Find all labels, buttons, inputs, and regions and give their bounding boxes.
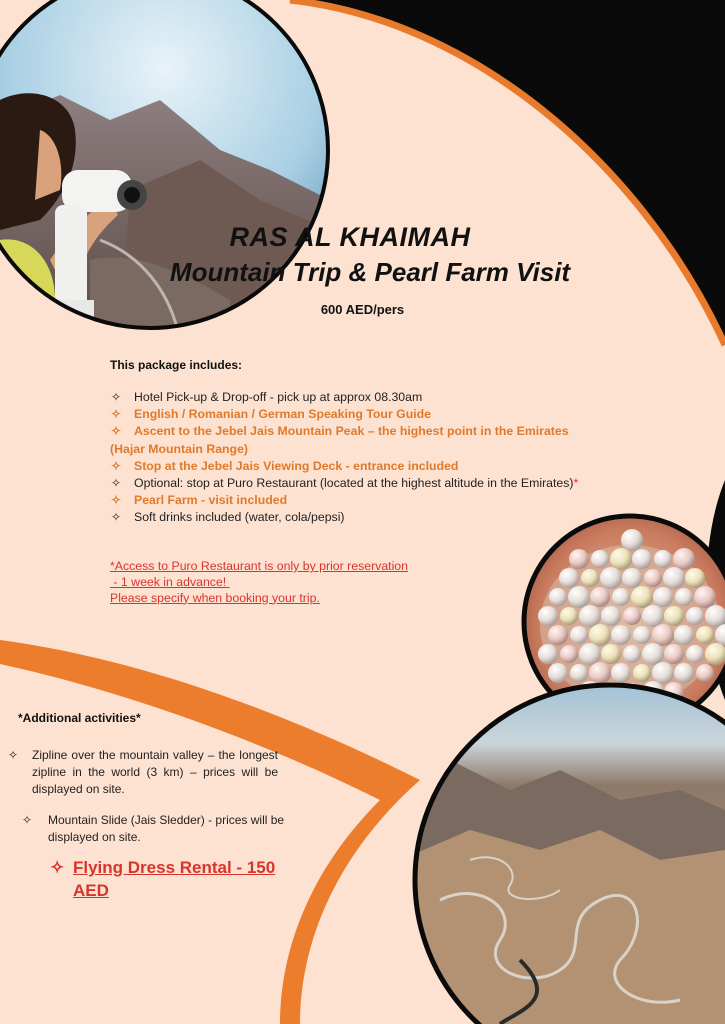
pearl-shape [633, 664, 651, 682]
sparkle-bullet-icon: ✧ [110, 476, 122, 491]
package-item [110, 475, 600, 492]
pearl-shape [591, 550, 609, 568]
sparkle-bullet-icon: ✧ [110, 390, 122, 404]
pearl-shape [601, 606, 621, 626]
package-item [110, 509, 600, 526]
package-item-text: Hotel Pick-up & Drop-off - pick up at approx 08.30am [134, 390, 423, 404]
package-item-text: Stop at the Jebel Jais Viewing Deck - entrance included [134, 458, 459, 473]
additional-item-text: Mountain Slide (Jais Sledder) - prices will be displayed on site. [48, 813, 285, 844]
pearl-shape [632, 549, 652, 569]
mountain-road-photo [400, 680, 725, 1024]
additional-item-text: Zipline over the mountain valley – the longest zipline in the world (3 km) – prices will be displayed on site. [32, 748, 278, 796]
additional-item-flying-dress [50, 856, 300, 902]
sparkle-bullet-icon: ✧ [110, 510, 122, 525]
package-item-text: Soft drinks included (water, cola/pepsi) [134, 510, 345, 525]
pearl-shape [612, 588, 630, 606]
package-list [110, 389, 600, 527]
note-line-1: *Access to Puro Restaurant is only by prior reservation [110, 559, 408, 573]
pearl-shape [581, 569, 599, 587]
pearl-shape [674, 625, 694, 645]
pearl-shape [663, 567, 685, 589]
pearl-shape [570, 626, 588, 644]
sparkle-bullet-icon: ✧ [110, 493, 122, 508]
title-line-1: RAS AL KHAIMAH [229, 222, 471, 252]
pearl-shape [610, 548, 632, 570]
sparkle-bullet-icon: ✧ [110, 407, 122, 422]
pearl-shape [674, 663, 694, 683]
pearl-shape [548, 663, 568, 683]
sparkle-bullet-icon: ✧ [110, 458, 122, 473]
pearl-shape [589, 662, 611, 684]
additional-item-text: Flying Dress Rental - 150 AED [73, 858, 276, 900]
pearl-shape [589, 624, 611, 646]
package-item-text: Ascent to the Jebel Jais Mountain Peak – the highest point in the Emirates (Hajar Mountain Range) [110, 424, 569, 456]
sparkle-bullet-icon: ✧ [110, 424, 122, 439]
pearl-shape [559, 568, 579, 588]
package-item [110, 423, 600, 457]
sparkle-bullet-icon: ✧ [8, 748, 19, 762]
pearl-shape [623, 645, 641, 663]
pearl-shape [560, 607, 578, 625]
pearl-shape [642, 605, 664, 627]
pearl-shape [569, 549, 589, 569]
pearl-shape [631, 586, 653, 608]
package-item-text: Pearl Farm - visit included [134, 493, 288, 508]
pearl-shape [548, 625, 568, 645]
pearl-shape [654, 550, 672, 568]
note-line-2: - 1 week in advance! [110, 574, 230, 589]
package-item [110, 389, 600, 406]
pearl-shape [579, 643, 601, 665]
woman-at-binoculars-photo [0, 0, 330, 340]
package-heading: This package includes: [110, 358, 243, 372]
additional-heading: *Additional activities* [18, 711, 141, 725]
pearl-shape [696, 626, 714, 644]
pearl-shape [673, 548, 695, 570]
pearl-shape [570, 664, 588, 682]
pearl-shape [621, 529, 643, 551]
pearl-shape [664, 606, 684, 626]
asterisk-mark: * [573, 476, 579, 491]
pearl-shape [611, 663, 631, 683]
pearl-shape [685, 568, 705, 588]
price: 600 AED/pers [320, 302, 405, 317]
pearl-shape [652, 662, 674, 684]
pearl-shape [696, 664, 714, 682]
pearl-shape [664, 644, 684, 664]
pearl-shape [538, 606, 558, 626]
package-item [110, 492, 600, 509]
pearl-shape [675, 588, 693, 606]
pearl-shape [579, 605, 601, 627]
pearl-shape [560, 645, 578, 663]
pearl-shape [633, 626, 651, 644]
additional-item-zipline [8, 747, 278, 798]
pearl-shape [644, 569, 662, 587]
package-item-text: Optional: stop at Puro Restaurant (located at the highest altitude in the Emirates) [134, 476, 574, 491]
additional-item-slide [22, 812, 294, 846]
pearl-shape [622, 568, 642, 588]
pearl-shape [694, 586, 716, 608]
pearl-shape [653, 587, 673, 607]
pearl-shape [623, 607, 641, 625]
pearl-shape [568, 586, 590, 608]
reservation-note [110, 559, 470, 606]
pearl-shape [686, 607, 704, 625]
package-item [110, 406, 600, 423]
pearl-shape [600, 567, 622, 589]
pearl-shape [686, 645, 704, 663]
pearl-shape [611, 625, 631, 645]
title-line-2: Mountain Trip & Pearl Farm Visit [169, 257, 571, 287]
package-item [110, 458, 600, 475]
pearl-shape [642, 643, 664, 665]
pearl-shape [538, 644, 558, 664]
package-item-text: English / Romanian / German Speaking Tour Guide [134, 407, 431, 422]
pearl-shape [601, 644, 621, 664]
sparkle-bullet-icon: ✧ [50, 858, 65, 877]
pearl-shape [652, 624, 674, 646]
sparkle-bullet-icon: ✧ [22, 813, 33, 827]
note-line-3: Please specify when booking your trip. [110, 590, 320, 605]
pearl-shape [590, 587, 610, 607]
pearl-shape [549, 588, 567, 606]
